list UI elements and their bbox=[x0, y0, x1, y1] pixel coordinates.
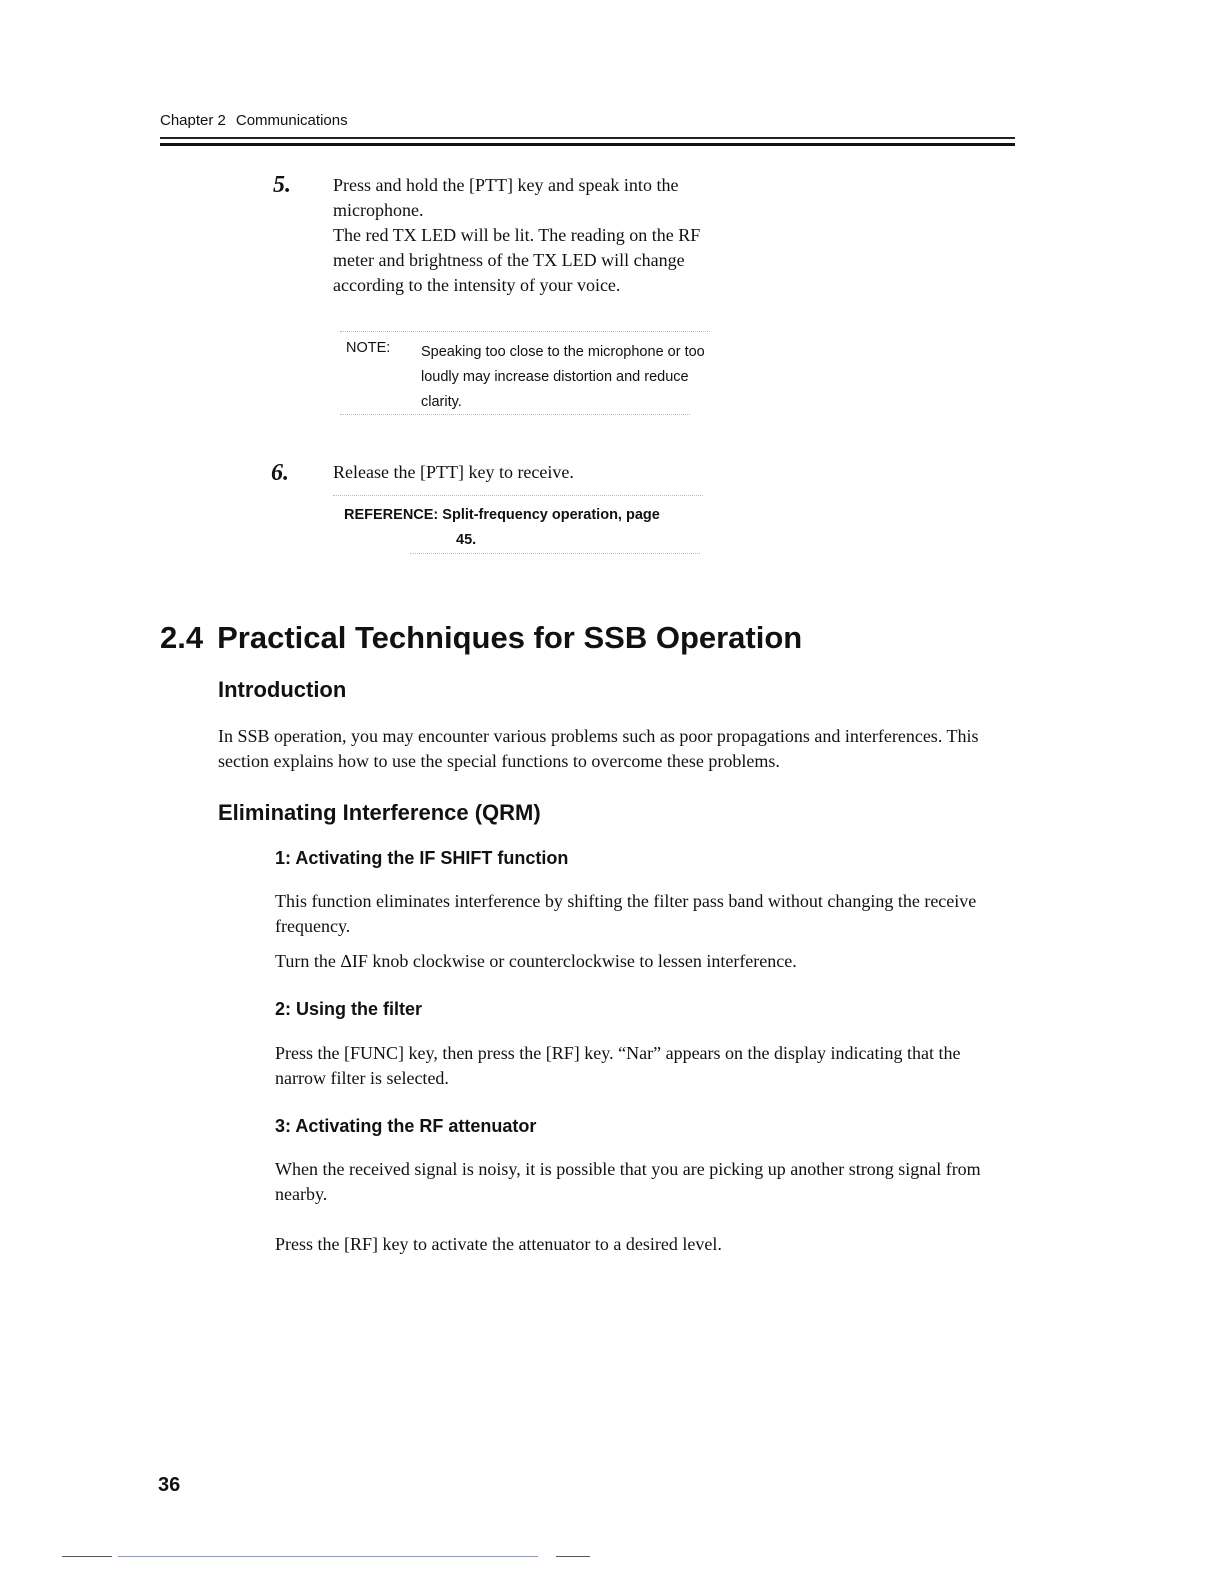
scan-edge-line bbox=[556, 1556, 590, 1557]
item-paragraph: Turn the ΔIF knob clockwise or counterclockwise to lessen interference. bbox=[275, 951, 797, 971]
reference-note bbox=[344, 503, 714, 553]
chapter-label: Chapter 2 bbox=[160, 112, 226, 129]
subsection-heading: Eliminating Interference (QRM) bbox=[218, 800, 541, 825]
chapter-title: Communications bbox=[235, 112, 348, 129]
scan-edge-line bbox=[62, 1556, 112, 1557]
note-bottom-rule bbox=[340, 414, 690, 415]
page-number: 36 bbox=[158, 1474, 181, 1496]
section-number: 2.4 bbox=[160, 620, 204, 655]
step-line: Press and hold the [PTT] key and speak into the microphone. bbox=[333, 175, 679, 220]
step-number: 6. bbox=[271, 460, 289, 486]
item-paragraph: When the received signal is noisy, it is possible that you are picking up another strong signal from nearby. bbox=[275, 1159, 981, 1204]
reference-label: REFERENCE: bbox=[344, 507, 439, 523]
item-heading: 1: Activating the IF SHIFT function bbox=[275, 848, 569, 868]
item-paragraph: Press the [RF] key to activate the attenuator to a desired level. bbox=[275, 1234, 722, 1254]
scan-edge-line bbox=[118, 1556, 538, 1557]
step-line: Release the [PTT] key to receive. bbox=[333, 462, 574, 482]
step-number: 5. bbox=[273, 172, 291, 198]
note-top-rule bbox=[340, 331, 710, 332]
section-title: Practical Techniques for SSB Operation bbox=[217, 620, 803, 655]
note-text: Speaking too close to the microphone or too loudly may increase distortion and reduce clarity. bbox=[421, 344, 705, 410]
reference-text: Split-frequency operation, page bbox=[442, 507, 660, 523]
introduction-paragraph: In SSB operation, you may encounter various problems such as poor propagations and interferences. This section explains how to use the special functions to overcome these problems. bbox=[218, 726, 979, 771]
header-rule-thin bbox=[160, 137, 1015, 139]
reference-top-rule bbox=[333, 495, 703, 496]
section-heading bbox=[160, 620, 802, 656]
running-header bbox=[160, 112, 348, 129]
reference-page: 45. bbox=[456, 532, 477, 548]
subsection-heading: Introduction bbox=[218, 677, 347, 702]
step-body bbox=[333, 460, 713, 485]
step-line: The red TX LED will be lit. The reading on the RF meter and brightness of the TX LED will change according to the intensity of your voice. bbox=[333, 225, 701, 295]
item-paragraph: Press the [FUNC] key, then press the [RF] key. “Nar” appears on the display indicating that the narrow filter is selected. bbox=[275, 1043, 961, 1088]
header-rule-thick bbox=[160, 143, 1015, 146]
step-body bbox=[333, 173, 713, 298]
item-heading: 2: Using the filter bbox=[275, 999, 423, 1019]
note-label: NOTE: bbox=[346, 340, 391, 356]
reference-bottom-rule bbox=[410, 553, 700, 554]
item-heading: 3: Activating the RF attenuator bbox=[275, 1116, 537, 1136]
item-paragraph: This function eliminates interference by shifting the filter pass band without changing the receive frequency. bbox=[275, 891, 977, 936]
